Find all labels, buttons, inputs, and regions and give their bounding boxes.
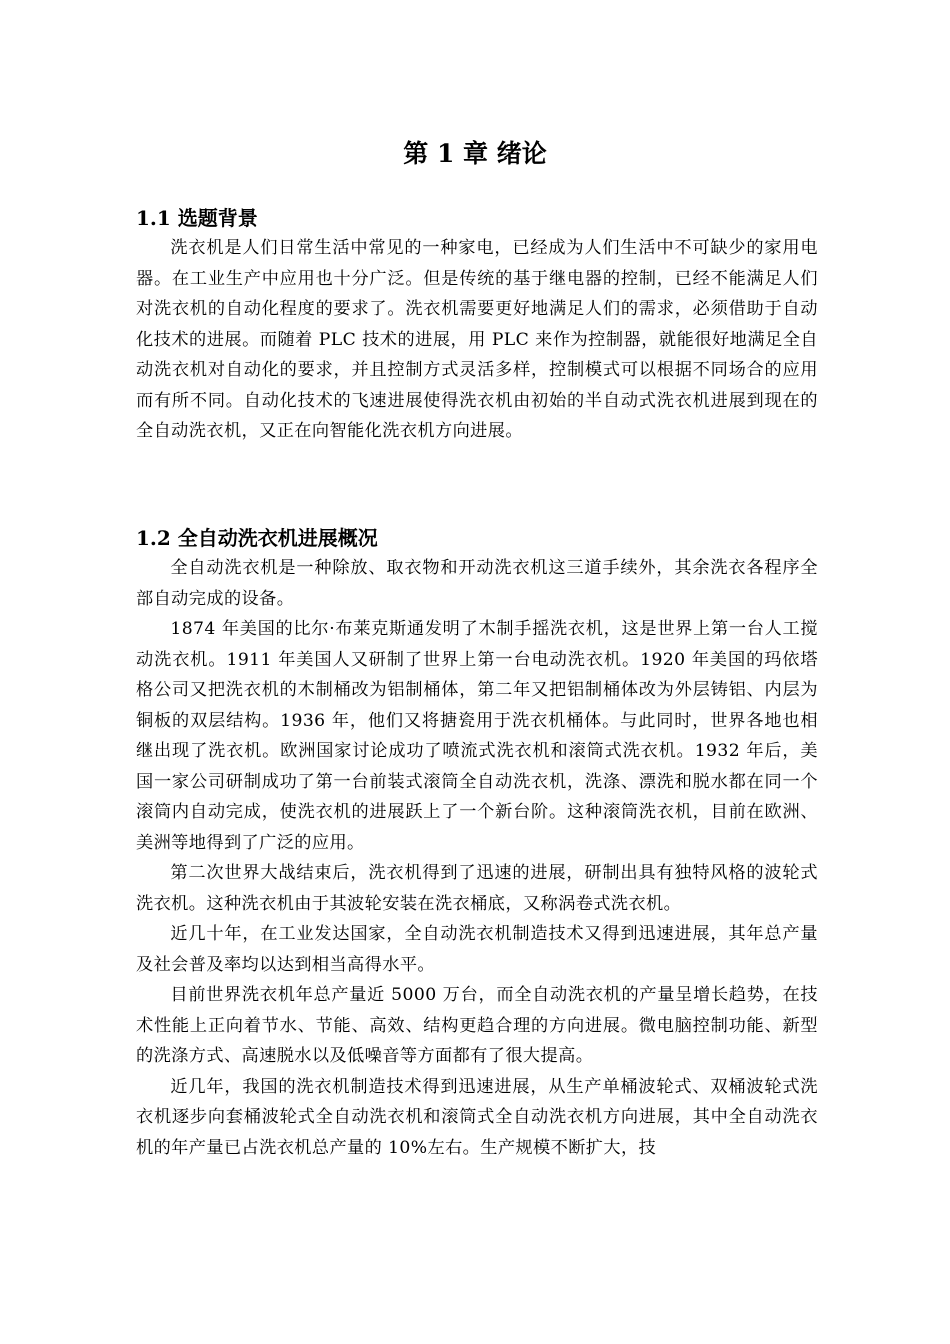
section-1-1 [136, 203, 818, 447]
paragraph: 近几年，我国的洗衣机制造技术得到迅速进展，从生产单桶波轮式、双桶波轮式洗衣机逐步向套桶波轮式全自动洗衣机和滚筒式全自动洗衣机方向进展，其中全自动洗衣机的年产量已占洗衣机总产量的 10%左右。生产规模不断扩大，技 [136, 1076, 818, 1158]
section-heading: 1.2 全自动洗衣机进展概况 [136, 526, 378, 550]
paragraph: 洗衣机是人们日常生活中常见的一种家电，已经成为人们生活中不可缺少的家用电器。在工业生产中应用也十分广泛。但是传统的基于继电器的控制，已经不能满足人们对洗衣机的自动化程度的要求了。洗衣机需要更好地满足人们的需求，必须借助于自动化技术的进展。而随着 PLC 技术的进展，用 PLC 来作为控制器，就能很好地满足全自动洗衣机对自动化的要求，并且控制方式灵活多样，控制模式可以根据不同场合的应用而有所不同。自动化技术的飞速进展使得洗衣机由初始的半自动式洗衣机进展到现在的全自动洗衣机，又正在向智能化洗衣机方向进展。 [136, 238, 818, 441]
paragraph: 1874 年美国的比尔·布莱克斯通发明了木制手摇洗衣机，这是世界上第一台人工搅动洗衣机。1911 年美国人又研制了世界上第一台电动洗衣机。1920 年美国的玛依塔格公司又把洗衣机的木制桶改为铝制桶体，第二年又把铝制桶体改为外层铸铝、内层为铜板的双层结构。1936 年，他们又将搪瓷用于洗衣机桶体。与此同时，世界各地也相继出现了洗衣机。欧洲国家讨论成功了喷流式洗衣机和滚筒式洗衣机。1932 年后，美国一家公司研制成功了第一台前装式滚筒全自动洗衣机，洗涤、漂洗和脱水都在同一个滚筒内自动完成，使洗衣机的进展跃上了一个新台阶。这种滚筒洗衣机，目前在欧洲、美洲等地得到了广泛的应用。 [136, 619, 818, 853]
paragraph: 第二次世界大战结束后，洗衣机得到了迅速的进展，研制出具有独特风格的波轮式洗衣机。这种洗衣机由于其波轮安装在洗衣桶底，又称涡卷式洗衣机。 [136, 863, 818, 914]
paragraph: 近几十年，在工业发达国家，全自动洗衣机制造技术又得到迅速进展，其年总产量及社会普及率均以达到相当高得水平。 [136, 924, 818, 975]
chapter-title: 第 1 章 绪论 [403, 139, 547, 168]
paragraph: 目前世界洗衣机年总产量近 5000 万台，而全自动洗衣机的产量呈增长趋势，在技术性能上正向着节水、节能、高效、结构更趋合理的方向进展。微电脑控制功能、新型的洗涤方式、高速脱水以及低噪音等方面都有了很大提高。 [136, 985, 818, 1066]
section-1-2 [136, 523, 818, 1163]
section-heading: 1.1 选题背景 [136, 206, 258, 230]
paragraph: 全自动洗衣机是一种除放、取衣物和开动洗衣机这三道手续外，其余洗衣各程序全部自动完成的设备。 [136, 558, 818, 609]
